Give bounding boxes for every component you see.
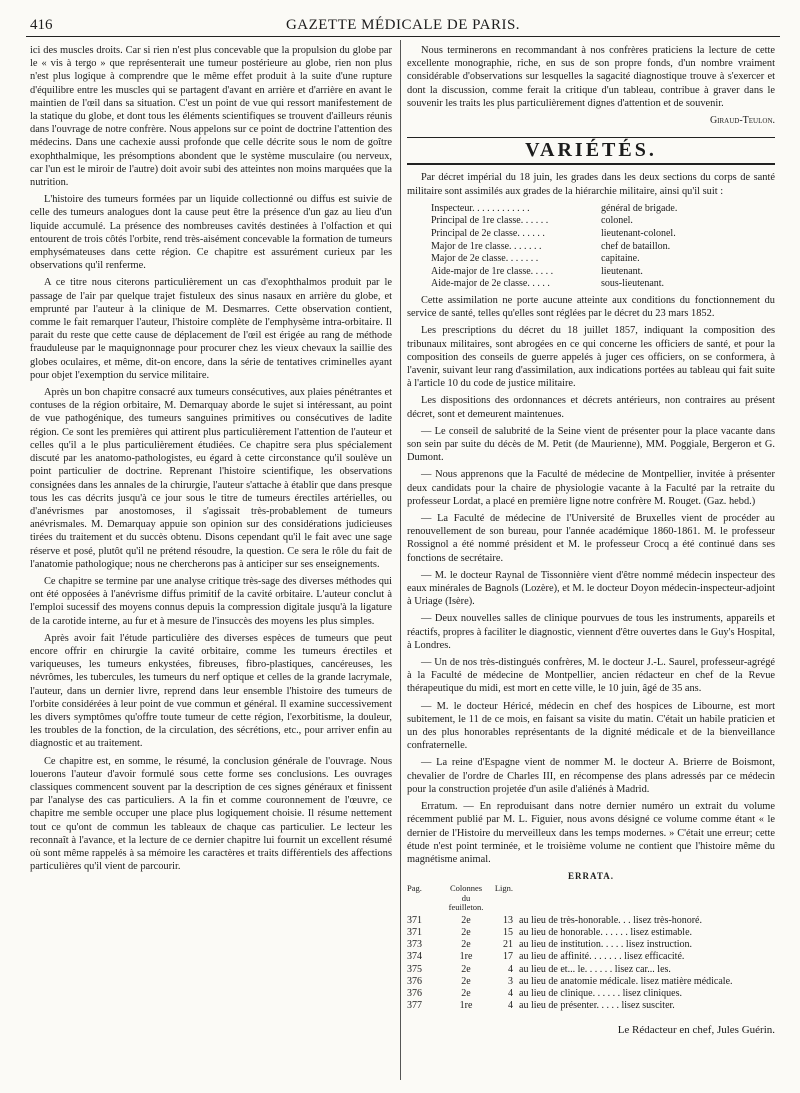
errata-header-column: Colonnes du feuilleton. xyxy=(448,883,484,913)
errata-column: 2e xyxy=(461,963,471,975)
paragraph: Les prescriptions du décret du 18 juillet 1857, indiquant la composition des tribunaux militaires, sont abrogées en ce qui concerne les officiers de santé, et pour la composition des conseils de guerre appelés à juger ces officiers, on se conformera, à l'avenir, suivant leur rang d'assimilation, aux indications portées au tableau qui fait suite à l'article 10 du code de justice militaire. xyxy=(407,325,775,390)
errata-column: 1re xyxy=(459,1000,473,1012)
paragraph: Après un bon chapitre consacré aux tumeurs consécutives, aux plaies pénétrantes et contuses de la région orbitaire, M. Demarquay aborde le sujet si intéressant, au point de vue pathogénique, des tumeurs sanguines primitives ou consécutives de ladite région. Ce sont les premières qui attirent plus particulièrement l'attention de l'auteur et celles qu'il a le plus particulièrement étudiées. Ce chapitre sera plus spécialement discuté par les anatomo-pathologistes, eu égard à cette circonstance qu'il soulève un point particulier de doctrine. Reprenant l'histoire scientifique, les observations consignées dans les annales de la chirurgie, l'auteur s'attache à établir que dans presque tous les cas décrits jusqu'à ce jour sous le titre de tumeurs érectiles artérielles, ou d'anévrismes par anostomoses, il s'agissait très-probablement de tumeurs anévrismales. M. Demarquay appuie son opinion sur des considérations judicieuses tirées du traitement et du succès obtenu. Disons cependant qu'il le fait avec une sage réserve et posé, plutôt qu'il ne prétend résoudre, la question. Ce sera le rôle du fait de l'anatomie pathologique; nous ne chercherons pas à anticiper sur ses enseignements. xyxy=(30,387,392,570)
errata-correction: au lieu de très-honorable. . . lisez très-honoré. xyxy=(519,914,702,926)
errata-correction: au lieu de clinique. . . . . . lisez cliniques. xyxy=(519,988,683,1000)
rank-military: sous-lieutenant. xyxy=(601,278,665,290)
rank-row xyxy=(431,277,775,290)
errata-row xyxy=(407,988,775,1000)
section-title: VARIÉTÉS. xyxy=(525,139,657,162)
rank-row xyxy=(431,252,775,265)
errata-page: 371 xyxy=(407,927,422,939)
errata-correction: au lieu de honorable. . . . . . lisez estimable. xyxy=(519,927,693,939)
rank-military: chef de bataillon. xyxy=(601,240,671,252)
rank-table xyxy=(431,202,775,290)
paragraph: Les dispositions des ordonnances et décrets antérieurs, non contraires au présent décret, sont et demeurent maintenues. xyxy=(407,395,775,420)
rank-military: lieutenant-colonel. xyxy=(601,228,676,240)
rank-medical: Principal de 1re classe. . . . . . xyxy=(431,215,549,227)
paragraph: Par décret impérial du 18 juin, les grades dans les deux sections du corps de santé militaire sont assimilés aux grades de la hiérarchie militaire, ainsi qu'il suit : xyxy=(407,172,775,197)
errata-page: 374 xyxy=(407,951,422,963)
page-header xyxy=(26,14,780,37)
paragraph: — La Faculté de médecine de l'Université de Bruxelles vient de procéder au renouvellement de son bureau, pour l'année académique 1860-1861. M. le professeur Rossignol a été nommé président et M. le professeur Crocq a été continué dans ses fonctions de secrétaire. xyxy=(407,513,775,564)
errata-line: 15 xyxy=(503,927,513,939)
paragraph: Après avoir fait l'étude particulière des diverses espèces de tumeurs que peut encore offrir en chirurgie la cavité orbitaire, comme les tumeurs érectiles et variqueuses, les tumeurs enkystées, fibreuses, fibro-plastiques, cancéreuses, les névrômes, les tubercules, les tumeurs du nerf optique et celles de la grande lacrymale, l'auteur, dans un dernier livre, reprend dans leur ensemble l'histoire des tumeurs de l'orbite considérées à leur point de vue commun et général. Il examine successivement les divers symptômes qu'offre toute tumeur de cette région, l'exorbitisme, la douleur, les troubles de la fonction, de la circulation, des sécrétions, etc., pour arriver enfin au diagnostic et au traitement. xyxy=(30,632,392,750)
right-column xyxy=(407,44,775,1074)
rank-military: capitaine. xyxy=(601,253,640,265)
journal-title: GAZETTE MÉDICALE DE PARIS. xyxy=(285,17,521,33)
paragraph: — Deux nouvelles salles de clinique pourvues de tous les instruments, appareils et réactifs, propres à faciliter le diagnostic, viennent d'être ouvertes dans le Guy's Hospital, à Londres. xyxy=(407,613,775,651)
paragraph: A ce titre nous citerons particulièrement un cas d'exophthalmos produit par le passage de l'air par quelque trajet fistuleux des sinus nasaux en arrière du globe, et emprunté par l'auteur à la clinique de M. Desmarres. Cette observation contient, comme le fait remarquer l'auteur, l'histoire complète de l'emphysème intra-orbitaire. Il parait du reste que cette cause de déplacement de l'œil est érigée au rang de méthode frauduleuse par le maquignonnage pour procurer chez les vieux chevaux la saillie des globes oculaires, et même, dit-on encore, dans la série de tentatives criminelles ayant pour objet l'exemption du service militaire. xyxy=(30,277,392,381)
paragraph: — Le conseil de salubrité de la Seine vient de présenter pour la place vacante dans son sein par suite du décès de M. Petit (de Maurienne), MM. Poggiale, Bergeron et G. Dumont. xyxy=(407,425,775,464)
rank-military: lieutenant. xyxy=(601,265,643,277)
rank-row xyxy=(431,202,775,215)
errata-column: 2e xyxy=(461,927,471,939)
paragraph: L'histoire des tumeurs formées par un liquide collectionné ou diffus est suivie de celle des tumeurs analogues dont la cause peut être la présence d'un gaz au lieu d'un liquide accumulé. La présence des nombreuses cavités destinées à l'olfaction et qui entourent de trois côtés l'orbite, rend très-aisément concevable la formation de tumeurs emphysémateuses dans cette région. Ce chapitre est assurément curieux par les observations qu'il renferme. xyxy=(30,194,392,272)
errata-row xyxy=(407,964,775,976)
errata-row xyxy=(407,976,775,988)
errata-line: 21 xyxy=(503,939,513,951)
paragraph: Ce chapitre est, en somme, le résumé, la conclusion générale de l'ouvrage. Nous louerons l'auteur d'avoir formulé sous cette forme ses conclusions. Les ouvrages classiques commencent souvent par la description de ces signes généraux et finissent par l'analyse des cas particuliers. A la fin et comme couronnement de l'œuvre, ce chapitre me semble occuper une place plus logiquement choisie. Il résume nettement tout ce qu'ont de commun les tableaux de chaque cas particulier. Le lecteur les reconnaît à l'avance, et la lecture de ce dernier chapitre lui fournit un excellent résumé où sont même rappelés à sa mémoire les caractères et traits différentiels des affections particulières qu'il vient de parcourir. xyxy=(30,755,392,873)
errata-correction: au lieu de et... le. . . . . . lisez car... les. xyxy=(519,963,671,975)
errata-column: 2e xyxy=(461,988,471,1000)
errata-column: 2e xyxy=(461,939,471,951)
errata-header-row xyxy=(407,884,775,913)
errata-line: 4 xyxy=(508,988,513,1000)
rank-medical: Principal de 2e classe. . . . . . xyxy=(431,228,545,240)
errata-title: ERRATA. xyxy=(568,871,614,882)
paragraph: Ce chapitre se termine par une analyse critique très-sage des diverses méthodes qui ont été opposées à l'anévrisme diffus primitif de la cavité orbitaire. L'auteur conclut à l'emploi sucessif des moyens connus depuis la compression digitale jusqu'à la ligature de la carotide interne, au fur et à mesure de l'insuccès des moyens les plus simples. xyxy=(30,575,392,627)
errata-line: 4 xyxy=(508,963,513,975)
errata-row xyxy=(407,951,775,963)
errata-header-page: Pag. xyxy=(407,883,422,894)
rank-medical: Major de 1re classe. . . . . . . xyxy=(431,240,542,252)
errata-correction: au lieu de institution. . . . . lisez instruction. xyxy=(519,939,693,951)
editor-signature: Le Rédacteur en chef, Jules Guérin. xyxy=(617,1024,775,1037)
errata-column: 1re xyxy=(459,951,473,963)
rank-medical: Aide-major de 2e classe. . . . . xyxy=(431,278,550,290)
errata-page: 373 xyxy=(407,939,422,951)
paragraph: Cette assimilation ne porte aucune atteinte aux conditions du fonctionnement du service de santé, telles qu'elles sont réglées par le décret du 23 mars 1852. xyxy=(407,294,775,320)
errata-page: 375 xyxy=(407,963,422,975)
errata-column: 2e xyxy=(461,975,471,987)
errata-line: 17 xyxy=(503,951,513,963)
paragraph: Nous terminerons en recommandant à nos confrères praticiens la lecture de cette excellente monographie, riche, en sus de son propre fonds, d'un nombre vraiment considérable d'observations sur lesquelles la sagacité diagnostique trouve à s'exercer et dont la discussion, comme ferait la critique d'un tableau, contribue à graver dans le souvenir les traits les plus particulièrement dignes d'attention et de souvenir. xyxy=(407,45,775,109)
paragraph: — Nous apprenons que la Faculté de médecine de Montpellier, invitée à présenter deux candidats pour la chaire de physiologie vacante à la Faculté par la retraite du professeur Lordat, a placé en première ligne notre confrère M. Rouget. (Gaz. hebd.) xyxy=(407,469,775,507)
paragraph: — Un de nos très-distingués confrères, M. le docteur J.-L. Saurel, professeur-agrégé à la Faculté de médecine de Montpellier, ancien rédacteur en chef de la Revue thérapeutique du midi, est mort en cette ville, le 10 juin, âgé de 35 ans. xyxy=(407,657,775,695)
section-title-box xyxy=(407,137,775,165)
author-signature: Giraud-Teulon. xyxy=(709,115,775,127)
rank-military: général de brigade. xyxy=(601,202,678,214)
errata-line: 13 xyxy=(503,914,513,926)
errata-correction: au lieu de affinité. . . . . . . lisez efficacité. xyxy=(519,951,685,963)
errata-line: 3 xyxy=(508,975,513,987)
errata-row xyxy=(407,1000,775,1012)
errata-row xyxy=(407,939,775,951)
page-number: 416 xyxy=(30,17,53,33)
paragraph: — M. le docteur Héricé, médecin en chef des hospices de Libourne, est mort subitement, le 11 de ce mois, en faisant sa visite du matin. C'était un habile praticien et un des plus honorables représentants de la dignité médicale et de la bienveillance confraternelle. xyxy=(407,700,775,752)
rank-row xyxy=(431,227,775,240)
errata-row xyxy=(407,927,775,939)
errata-line: 4 xyxy=(508,1000,513,1012)
paragraph: — M. le docteur Raynal de Tissonnière vient d'être nommé médecin inspecteur des eaux minérales de Bagnols (Lozère), et M. le docteur Doyon médecin-inspecteur-adjoint à Uriage (Isère). xyxy=(407,569,775,608)
errata-row xyxy=(407,915,775,927)
rank-row xyxy=(431,240,775,253)
errata-page: 371 xyxy=(407,914,422,926)
left-column xyxy=(30,44,392,1074)
rank-medical: Aide-major de 1re classe. . . . . xyxy=(431,265,554,277)
errata-correction: au lieu de anatomie médicale. lisez matière médicale. xyxy=(519,975,733,987)
errata-page: 376 xyxy=(407,975,422,987)
paragraph: ici des muscles droits. Car si rien n'est plus concevable que la propulsion du globe par le « vis à tergo » que représenterait une tumeur postérieure au globe, rien non plus n'est plus logique à comprendre que le même effet produit à la suite d'une rupture d'équilibre entre les muscles qui se partagent d'avant en arrière et d'arrière en avant le maintien de l'œil dans sa situation. C'est un point de vue qui ressort manifestement de la statique du globe, et dont tous les éléments scientifiques se trouvent d'ailleurs réunis dans l'ouvrage de notre confrère. Nous appelons sur ce point de doctrine l'attention des médecins. Dans une cachexie aussi profonde que celle décrite sous le nom de goître exophthalmique, les présomptions abondent que le système musculaire (ou nerveux, car l'un est le miroir de l'autre) doit avoir subi des atteintes non moins marquées que la nutrition. xyxy=(30,45,392,189)
rank-military: colonel. xyxy=(601,215,633,227)
errata-header-line: Lign. xyxy=(494,883,513,894)
erratum-note: Erratum. — En reproduisant dans notre dernier numéro un extrait du volume récemment publié par M. L. Figuier, nous avons désigné ce volume comme étant « le dernier de l'Histoire du merveilleux dans les temps modernes. » C'était une erreur; cette étude n'est point terminée, et le troisième volume ne contient que l'histoire même du magnétisme animal. xyxy=(407,801,775,865)
errata-page: 376 xyxy=(407,988,422,1000)
rank-row xyxy=(431,214,775,227)
errata-correction: au lieu de présenter. . . . . lisez susciter. xyxy=(519,1000,675,1012)
errata-column: 2e xyxy=(461,914,471,926)
paragraph: — La reine d'Espagne vient de nommer M. le docteur A. Brierre de Boismont, chevalier de l'ordre de Charles III, en récompense des plans adressés par ce médecin pour la construction projetée d'un asile d'aliénés à Madrid. xyxy=(407,757,775,795)
rank-medical: Inspecteur. . . . . . . . . . . . xyxy=(431,202,530,214)
rank-medical: Major de 2e classe. . . . . . . xyxy=(431,253,539,265)
errata-page: 377 xyxy=(407,1000,422,1012)
rank-row xyxy=(431,265,775,278)
column-divider xyxy=(400,40,401,1080)
